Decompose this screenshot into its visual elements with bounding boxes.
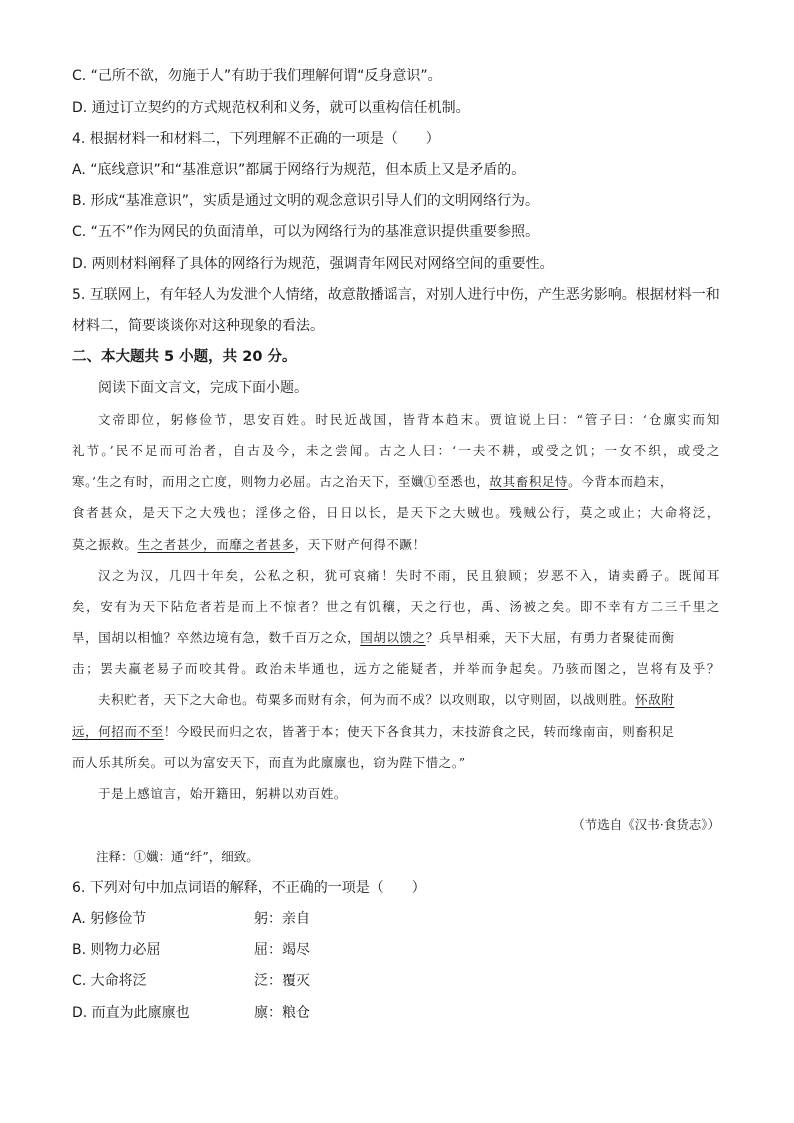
q6-option-d-gloss: 廪：粮仓 — [254, 1005, 310, 1021]
q4-option-a: A. “底线意识”和“基准意识”都属于网络行为规范，但本质上又是矛盾的。 — [72, 162, 526, 178]
q6-option-b-gloss: 屈：竭尽 — [254, 942, 310, 958]
q5-line-2: 材料二，简要谈谈你对这种现象的看法。 — [72, 318, 324, 334]
q6-option-c-gloss: 泛：覆灭 — [254, 973, 310, 989]
classical-p1-line-3 — [72, 472, 720, 492]
q3-option-c: C. “己所不欲，勿施于人”有助于我们理解何谓“反身意识”。 — [72, 68, 442, 84]
underlined-sentence-4a: 怀敌附 — [635, 692, 675, 707]
q4-option-c: C. “五不”作为网民的负面清单，可以为网络行为的基准意识提供重要参照。 — [72, 224, 540, 240]
classical-p3-line-2 — [72, 722, 720, 742]
q4-option-b: B. 形成“基准意识”，实质是通过文明的观念意识引导人们的文明网络行为。 — [72, 193, 540, 209]
classical-p4: 于是上感谊言，始开籍田，躬耕以劝百姓。 — [98, 786, 347, 801]
classical-p2-line-4: 击；罢夫羸老易子而咬其骨。政治未毕通也，远方之能疑者，并举而争起矣。乃骇而图之，岂将有及乎？ — [72, 661, 720, 676]
classical-p3-line-1 — [98, 690, 720, 710]
classical-p1-line-1: 文帝即位，躬修俭节，思安百姓。时民近战国，皆背本趋末。贾谊说上曰：“管子曰：‘仓廪实而知 — [98, 412, 720, 427]
q6-option-c-phrase: C. 大命将泛 — [72, 973, 147, 989]
underlined-sentence-1: 故其畜积足恃 — [489, 474, 569, 489]
classical-p1-line-5 — [72, 535, 720, 555]
classical-p1-line-5-text: 莫之振救。 — [72, 537, 138, 552]
classical-p3-line-3: 而人乐其所矣。可以为富安天下，而直为此廪廪也，窃为陛下惜之。” — [72, 755, 466, 770]
source-citation: （节选自《汉书·食货志》） — [572, 817, 720, 832]
q5-line-1: 5. 互联网上，有年轻人为发泄个人情绪，故意散播谣言，对别人进行中伤，产生恶劣影响。根据材料一和 — [72, 287, 720, 303]
q6-option-d-phrase: D. 而直为此廪廪也 — [72, 1005, 190, 1021]
classical-p1-line-4: 食者甚众，是天下之大残也；淫侈之俗，日日以长，是天下之大贼也。残贼公行，莫之或止；大命将泛， — [72, 505, 720, 520]
classical-p1-line-2: 礼节。’民不足而可治者，自古及今，未之尝闻。古之人曰：‘一夫不耕，或受之饥；一女不织，或受之 — [72, 443, 720, 458]
classical-p1-line-5-tail: ，天下财产何得不蹶！ — [294, 537, 426, 552]
underlined-sentence-4b: 远，何招而不至 — [72, 724, 164, 739]
classical-p3-line-2-text: ！今殴民而归之农，皆著于本；使天下各食其力，末技游食之民，转而缘南亩，则畜积足 — [163, 724, 675, 739]
underlined-sentence-2: 生之者甚少，而靡之者甚多 — [137, 537, 295, 552]
q6-option-a-phrase: A. 躬修俭节 — [72, 911, 147, 927]
section-2-instruction: 阅读下面文言文，完成下面小题。 — [98, 380, 308, 396]
q4-option-d: D. 两则材料阐释了具体的网络行为规范，强调青年网民对网络空间的重要性。 — [72, 256, 554, 272]
q6-stem: 6. 下列对句中加点词语的解释，不正确的一项是（ ） — [72, 880, 426, 896]
classical-p2-line-1: 汉之为汉，几四十年矣，公私之积，犹可哀痛！失时不雨，民且狼顾；岁恶不入，请卖爵子。既闻耳 — [98, 568, 720, 583]
underlined-sentence-3: 国胡以馈之 — [360, 630, 426, 645]
classical-p1-line-3-tail: 。今背本而趋末， — [568, 474, 673, 489]
classical-p2-line-3-text: 旱，国胡以相恤？卒然边境有急，数千百万之众， — [72, 630, 361, 645]
classical-p2-line-3-tail: ？兵旱相乘，天下大屈，有勇力者聚徒而衡 — [425, 630, 675, 645]
q6-option-b-phrase: B. 则物力必屈 — [72, 942, 161, 958]
classical-p2-line-2: 矣，安有为天下阽危者若是而上不惊者？世之有饥穰，天之行也，禹、汤被之矣。即不幸有方二三千里之 — [72, 599, 720, 614]
q3-option-d: D. 通过订立契约的方式规范权利和义务，就可以重构信任机制。 — [72, 100, 470, 116]
annotation-note: 注释：①孅：通“纤”，细致。 — [96, 849, 259, 864]
classical-p2-line-3 — [72, 628, 720, 648]
classical-p1-line-3-text: 寒。’生之有时，而用之亡度，则物力必屈。古之治天下，至孅①至悉也， — [72, 474, 490, 489]
classical-p3-line-1-text: 夫积贮者，天下之大命也。苟粟多而财有余，何为而不成？以攻则取，以守则固，以战则胜。 — [98, 692, 636, 707]
q6-option-a-gloss: 躬：亲自 — [254, 911, 310, 927]
q4-stem: 4. 根据材料一和材料二，下列理解不正确的一项是（ ） — [72, 131, 440, 147]
section-2-heading: 二、本大题共 5 小题，共 20 分。 — [72, 349, 297, 365]
